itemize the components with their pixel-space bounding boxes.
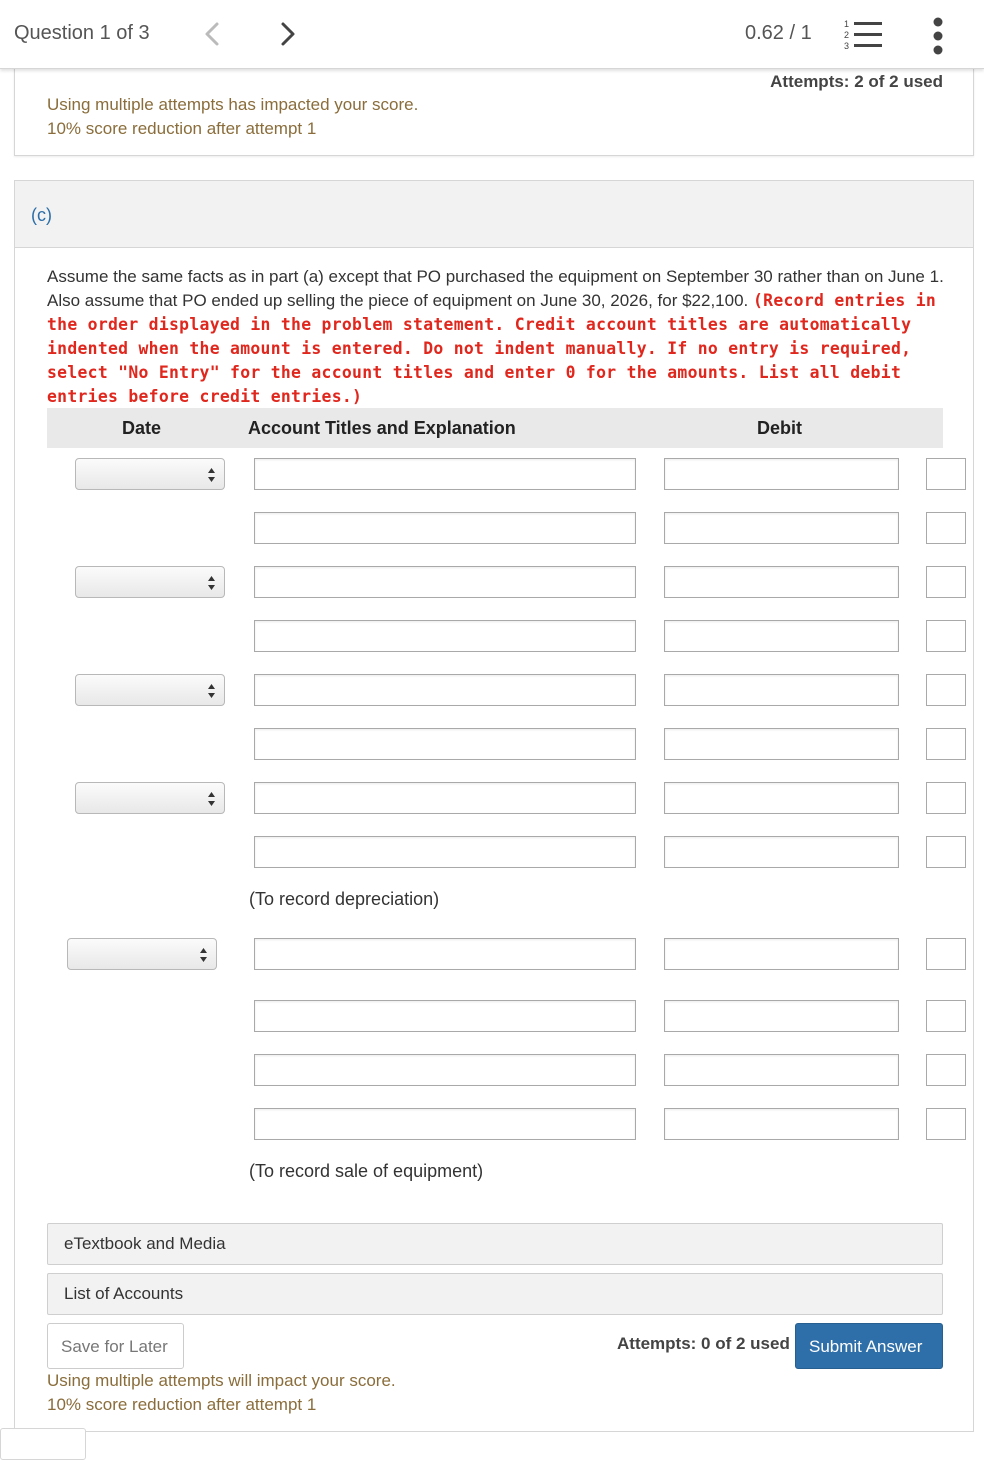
date-select[interactable] bbox=[67, 938, 217, 970]
credit-amount-input[interactable] bbox=[926, 1054, 966, 1086]
select-arrows-icon bbox=[199, 946, 208, 964]
chevron-right-icon[interactable] bbox=[276, 20, 300, 48]
debit-amount-input[interactable] bbox=[664, 458, 899, 490]
debit-amount-input[interactable] bbox=[664, 620, 899, 652]
debit-amount-input[interactable] bbox=[664, 938, 899, 970]
credit-amount-input[interactable] bbox=[926, 566, 966, 598]
debit-amount-input[interactable] bbox=[664, 836, 899, 868]
entry-memo-depreciation: (To record depreciation) bbox=[249, 889, 440, 909]
credit-amount-input[interactable] bbox=[926, 620, 966, 652]
credit-amount-input[interactable] bbox=[926, 728, 966, 760]
svg-text:1: 1 bbox=[844, 19, 850, 29]
credit-amount-input[interactable] bbox=[926, 938, 966, 970]
debit-amount-input[interactable] bbox=[664, 1000, 899, 1032]
next-panel-stub bbox=[0, 1428, 86, 1460]
date-select[interactable] bbox=[75, 458, 225, 490]
credit-amount-input[interactable] bbox=[926, 836, 966, 868]
date-select[interactable] bbox=[75, 566, 225, 598]
debit-amount-input[interactable] bbox=[664, 782, 899, 814]
save-label: Save for Later bbox=[61, 1337, 168, 1356]
instructions-text: (Record entries in the order displayed in the problem statement. Credit account titles are automatically indented when the amount is entered. Do not indent manually. If no entry is required, select "No Entry" for the account titles and enter 0 for the amounts. List all debit entries before credit entries.) bbox=[47, 291, 937, 406]
save-for-later-button[interactable] bbox=[47, 1323, 184, 1369]
part-header bbox=[15, 181, 973, 248]
select-arrows-icon bbox=[207, 790, 216, 808]
debit-amount-input[interactable] bbox=[664, 1108, 899, 1140]
part-label: (c) bbox=[31, 205, 52, 225]
date-select[interactable] bbox=[75, 674, 225, 706]
account-title-input[interactable] bbox=[254, 836, 636, 868]
debit-amount-input[interactable] bbox=[664, 566, 899, 598]
list-of-accounts-button[interactable] bbox=[47, 1273, 943, 1315]
score-display: 0.62 / 1 bbox=[745, 22, 812, 44]
column-header-date: Date bbox=[122, 418, 162, 438]
account-title-input[interactable] bbox=[254, 728, 636, 760]
account-title-input[interactable] bbox=[254, 674, 636, 706]
account-title-input[interactable] bbox=[254, 512, 636, 544]
warning-line: Using multiple attempts will impact your score. bbox=[47, 1371, 396, 1390]
column-header-account: Account Titles and Explanation bbox=[248, 418, 516, 438]
attempts-remaining-label: Attempts: 0 of 2 used bbox=[617, 1334, 790, 1353]
debit-amount-input[interactable] bbox=[664, 674, 899, 706]
credit-amount-input[interactable] bbox=[926, 458, 966, 490]
problem-statement bbox=[47, 265, 947, 409]
etextbook-media-button[interactable] bbox=[47, 1223, 943, 1265]
debit-amount-input[interactable] bbox=[664, 728, 899, 760]
attempts-used-label: Attempts: 2 of 2 used bbox=[770, 72, 943, 91]
score-impact-warning bbox=[47, 93, 418, 141]
credit-amount-input[interactable] bbox=[926, 1000, 966, 1032]
account-title-input[interactable] bbox=[254, 566, 636, 598]
account-title-input[interactable] bbox=[254, 620, 636, 652]
date-select[interactable] bbox=[75, 782, 225, 814]
warning-line: Using multiple attempts has impacted your score. bbox=[47, 95, 419, 114]
list-of-accounts-label: List of Accounts bbox=[64, 1284, 184, 1303]
previous-part-panel bbox=[14, 60, 974, 156]
credit-amount-input[interactable] bbox=[926, 512, 966, 544]
svg-text:3: 3 bbox=[844, 41, 850, 51]
warning-line: 10% score reduction after attempt 1 bbox=[47, 1395, 317, 1414]
chevron-left-icon[interactable] bbox=[200, 20, 224, 48]
account-title-input[interactable] bbox=[254, 938, 636, 970]
more-vertical-icon[interactable] bbox=[930, 16, 946, 56]
account-title-input[interactable] bbox=[254, 1000, 636, 1032]
entry-memo-sale: (To record sale of equipment) bbox=[249, 1161, 484, 1181]
debit-amount-input[interactable] bbox=[664, 512, 899, 544]
submit-label: Submit Answer bbox=[809, 1337, 923, 1356]
select-arrows-icon bbox=[207, 574, 216, 592]
submit-answer-button[interactable] bbox=[795, 1323, 943, 1369]
credit-amount-input[interactable] bbox=[926, 782, 966, 814]
credit-amount-input[interactable] bbox=[926, 1108, 966, 1140]
debit-amount-input[interactable] bbox=[664, 1054, 899, 1086]
problem-text: Assume the same facts as in part (a) except that PO purchased the equipment on September 30 rather than on June 1. Also assume that PO ended up selling the piece of equipment on June 30, 2026, for $22,100. bbox=[47, 267, 944, 310]
column-header-debit: Debit bbox=[757, 418, 802, 438]
question-header bbox=[0, 0, 984, 69]
warning-line: 10% score reduction after attempt 1 bbox=[47, 119, 317, 138]
account-title-input[interactable] bbox=[254, 1054, 636, 1086]
journal-table-header bbox=[47, 408, 943, 448]
account-title-input[interactable] bbox=[254, 782, 636, 814]
credit-amount-input[interactable] bbox=[926, 674, 966, 706]
account-title-input[interactable] bbox=[254, 1108, 636, 1140]
etextbook-label: eTextbook and Media bbox=[64, 1234, 226, 1253]
account-title-input[interactable] bbox=[254, 458, 636, 490]
select-arrows-icon bbox=[207, 466, 216, 484]
part-c-panel bbox=[14, 180, 974, 1432]
select-arrows-icon bbox=[207, 682, 216, 700]
svg-text:2: 2 bbox=[844, 30, 850, 40]
numbered-list-icon[interactable] bbox=[842, 16, 884, 52]
score-impact-warning bbox=[47, 1369, 396, 1417]
question-counter: Question 1 of 3 bbox=[14, 22, 150, 44]
